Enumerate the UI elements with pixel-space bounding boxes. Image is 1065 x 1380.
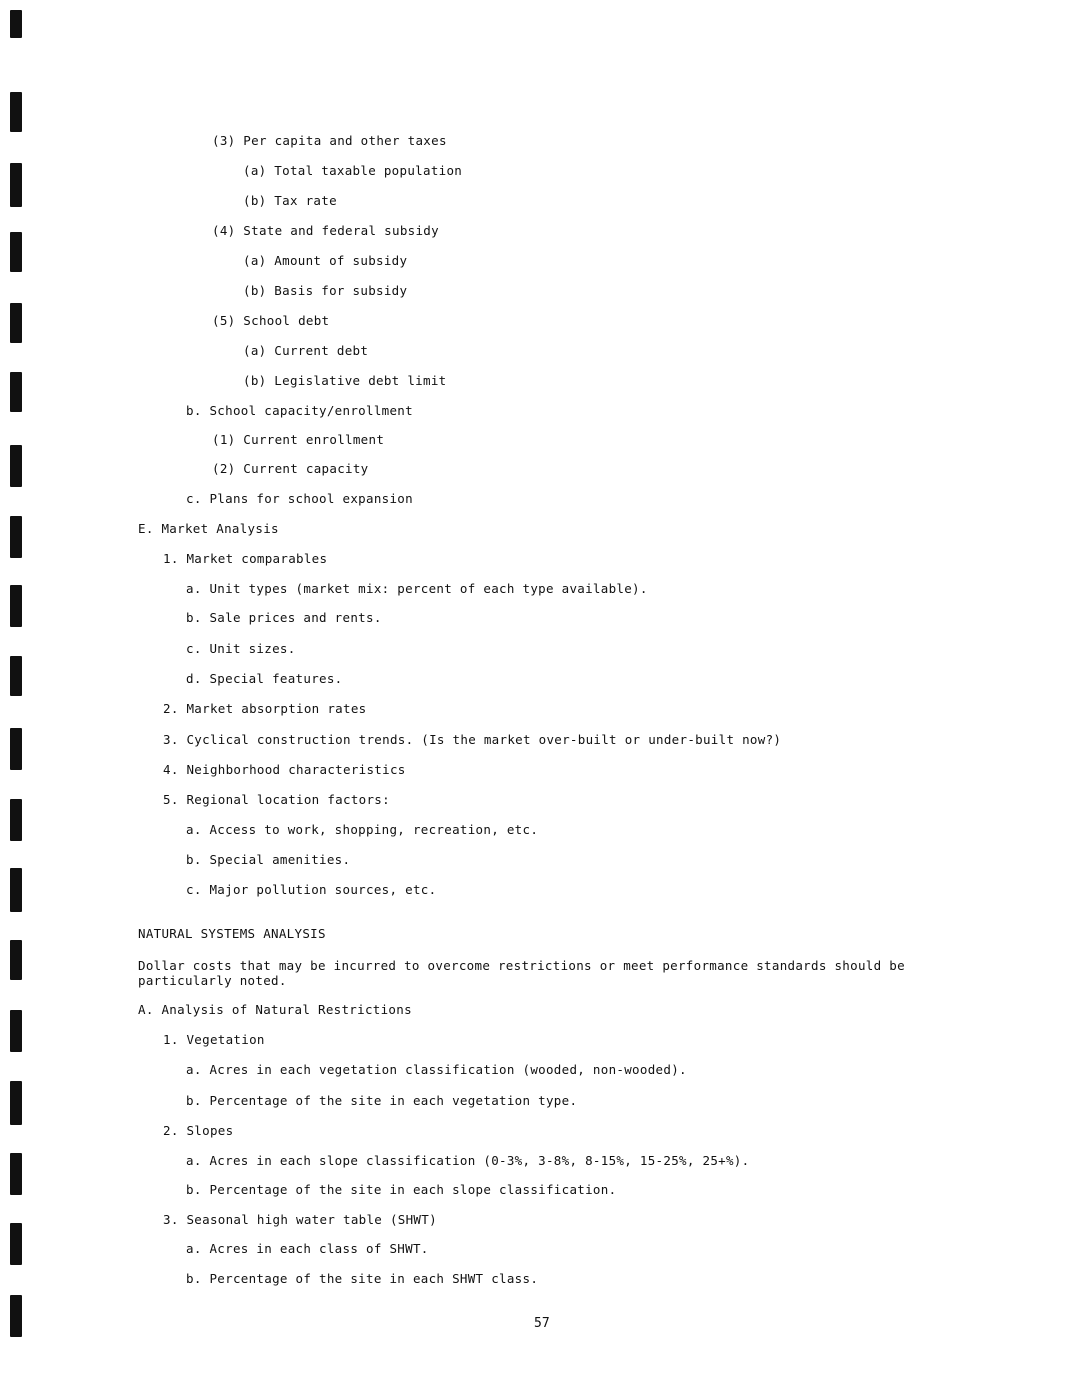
outline-item: 1. Vegetation: [163, 1032, 265, 1047]
outline-item: (3) Per capita and other taxes: [212, 133, 447, 148]
outline-item: 5. Regional location factors:: [163, 792, 390, 807]
outline-item: a. Acres in each class of SHWT.: [186, 1241, 429, 1256]
binding-mark: [10, 799, 22, 841]
outline-item: a. Unit types (market mix: percent of each type available).: [186, 581, 648, 596]
binding-mark: [10, 868, 22, 912]
binding-mark: [10, 728, 22, 770]
outline-heading: E. Market Analysis: [138, 521, 279, 536]
outline-item: b. Sale prices and rents.: [186, 610, 382, 625]
binding-mark: [10, 585, 22, 627]
outline-item: b. Percentage of the site in each vegetation type.: [186, 1093, 578, 1108]
binding-mark: [10, 1010, 22, 1052]
outline-item: (a) Total taxable population: [243, 163, 463, 178]
outline-item: (b) Tax rate: [243, 193, 337, 208]
outline-heading: A. Analysis of Natural Restrictions: [138, 1002, 412, 1017]
binding-mark: [10, 92, 22, 132]
outline-item: c. Unit sizes.: [186, 641, 296, 656]
outline-item: (5) School debt: [212, 313, 330, 328]
binding-mark: [10, 163, 22, 207]
binding-mark: [10, 445, 22, 487]
outline-item: 2. Market absorption rates: [163, 701, 367, 716]
outline-item: a. Acres in each vegetation classification (wooded, non-wooded).: [186, 1062, 687, 1077]
outline-item: 4. Neighborhood characteristics: [163, 762, 406, 777]
outline-item: c. Major pollution sources, etc.: [186, 882, 437, 897]
outline-item: 3. Seasonal high water table (SHWT): [163, 1212, 437, 1227]
outline-item: (2) Current capacity: [212, 461, 369, 476]
outline-item: (b) Basis for subsidy: [243, 283, 408, 298]
section-intro: Dollar costs that may be incurred to overcome restrictions or meet performance standards should be particularly noted.: [138, 958, 905, 988]
binding-mark: [10, 303, 22, 343]
binding-mark: [10, 940, 22, 980]
binding-mark: [10, 516, 22, 558]
outline-item: b. Special amenities.: [186, 852, 351, 867]
outline-item: (4) State and federal subsidy: [212, 223, 439, 238]
binding-mark: [10, 1223, 22, 1265]
section-heading: NATURAL SYSTEMS ANALYSIS: [138, 926, 326, 941]
binding-mark: [10, 656, 22, 696]
binding-mark: [10, 1295, 22, 1337]
outline-item: a. Access to work, shopping, recreation, etc.: [186, 822, 539, 837]
outline-item: (b) Legislative debt limit: [243, 373, 447, 388]
outline-item: d. Special features.: [186, 671, 343, 686]
outline-item: b. School capacity/enrollment: [186, 403, 413, 418]
binding-mark: [10, 372, 22, 412]
page-number: 57: [534, 1316, 550, 1331]
outline-item: 2. Slopes: [163, 1123, 234, 1138]
outline-item: 3. Cyclical construction trends. (Is the market over-built or under-built now?): [163, 732, 782, 747]
binding-mark: [10, 10, 22, 38]
outline-item: (a) Current debt: [243, 343, 369, 358]
outline-item: (1) Current enrollment: [212, 432, 385, 447]
outline-item: b. Percentage of the site in each SHWT class.: [186, 1271, 539, 1286]
outline-item: (a) Amount of subsidy: [243, 253, 408, 268]
binding-mark: [10, 1153, 22, 1195]
binding-mark: [10, 232, 22, 272]
outline-item: b. Percentage of the site in each slope classification.: [186, 1182, 617, 1197]
outline-item: c. Plans for school expansion: [186, 491, 413, 506]
outline-item: a. Acres in each slope classification (0-3%, 3-8%, 8-15%, 15-25%, 25+%).: [186, 1153, 750, 1168]
binding-mark: [10, 1081, 22, 1125]
outline-item: 1. Market comparables: [163, 551, 328, 566]
